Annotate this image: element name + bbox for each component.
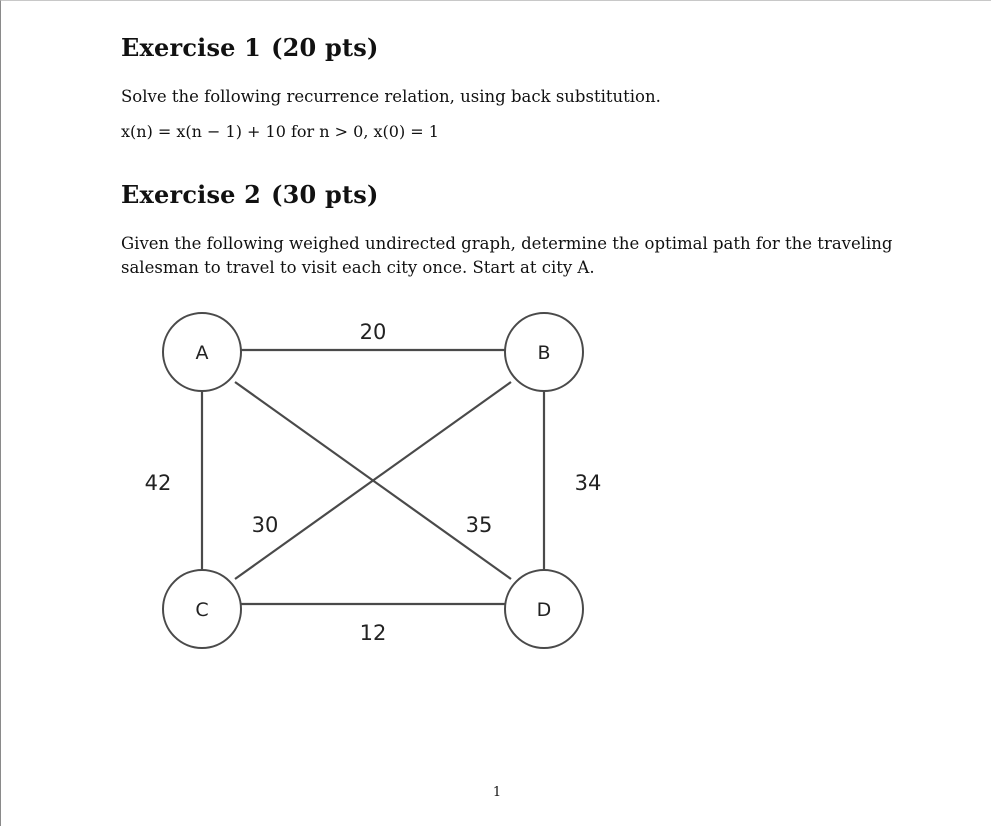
page-number: 1 (492, 785, 502, 800)
node-label-d: D (536, 599, 552, 621)
edge-weight-a-b: 20 (359, 320, 387, 344)
graph-edges (202, 350, 544, 604)
exercise1-points: (20 pts) (271, 33, 379, 62)
node-label-b: B (537, 342, 551, 364)
exercise1-title: Exercise 1 (121, 33, 262, 62)
edge-weight-b-d: 34 (574, 471, 602, 495)
node-b (505, 313, 583, 391)
weighted-graph-diagram (1, 1, 991, 826)
node-c (163, 570, 241, 648)
node-d (505, 570, 583, 648)
exercise2-points: (30 pts) (271, 180, 379, 209)
edge-weight-a-d: 35 (465, 513, 493, 537)
edge-weight-c-d: 12 (359, 621, 387, 645)
exercise2-instruction-line1: Given the following weighed undirected graph, determine the optimal path for the traveling (121, 234, 893, 253)
node-label-a: A (195, 342, 209, 364)
exercise2-title: Exercise 2 (121, 180, 262, 209)
node-label-c: C (195, 599, 209, 621)
edge-weight-a-c: 42 (144, 471, 172, 495)
exercise2-instruction-line2: salesman to travel to visit each city once. Start at city A. (121, 258, 595, 277)
edge-weight-b-c: 30 (251, 513, 279, 537)
exercise1-equation: x(n) = x(n − 1) + 10 for n > 0, x(0) = 1 (121, 122, 439, 141)
exercise1-instruction: Solve the following recurrence relation, using back substitution. (121, 87, 661, 106)
node-a (163, 313, 241, 391)
